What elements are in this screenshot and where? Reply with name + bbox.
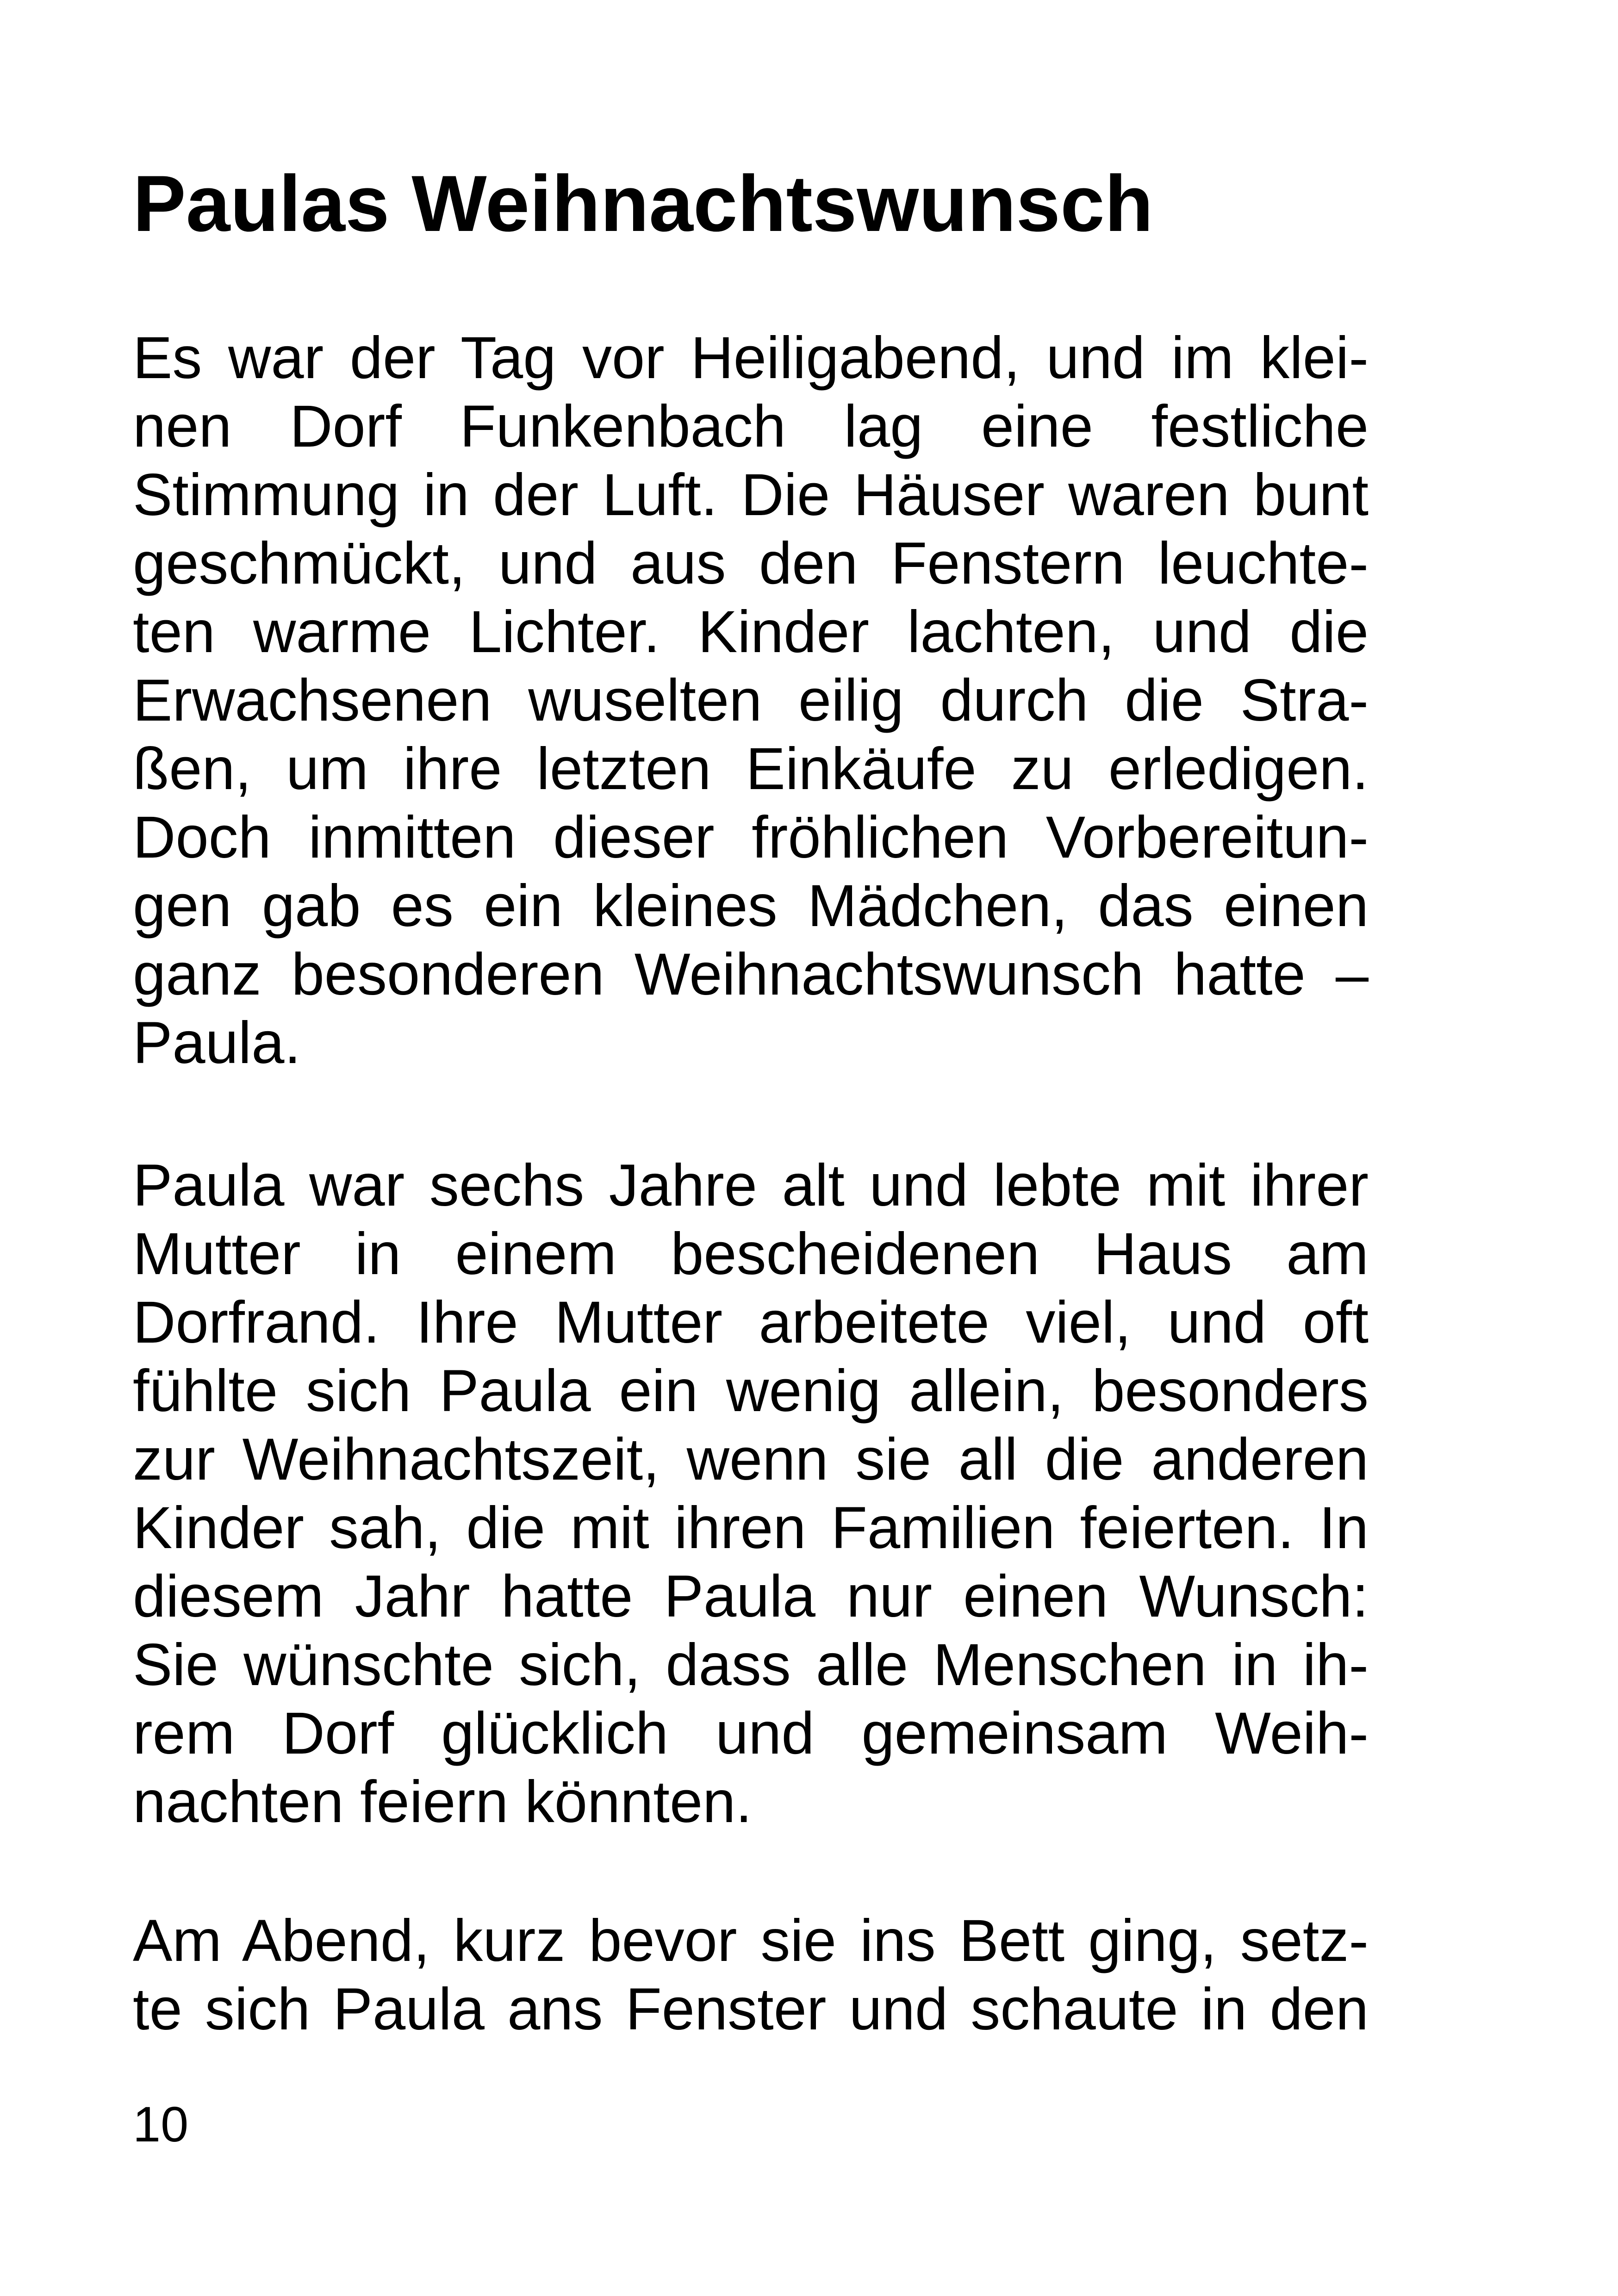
text-line: diesem Jahr hatte Paula nur einen Wunsch:: [133, 1563, 1369, 1630]
text-line: Dorfrand. Ihre Mutter arbeitete viel, und oft: [133, 1289, 1369, 1356]
page-number: 10: [133, 2096, 189, 2152]
paragraph-1: [133, 324, 1369, 1077]
chapter-title: Paulas Weihnachtswunsch: [133, 159, 1153, 248]
text-line: Paula.: [133, 1010, 301, 1076]
text-line: gen gab es ein kleines Mädchen, das einen: [133, 873, 1369, 939]
text-line: rem Dorf glücklich und gemeinsam Weih-: [133, 1700, 1369, 1767]
text-line: ganz besonderen Weihnachtswunsch hatte –: [133, 941, 1369, 1008]
text-line: zur Weihnachtszeit, wenn sie all die anderen: [133, 1426, 1369, 1493]
text-line: nachten feiern könnten.: [133, 1769, 752, 1835]
text-line: Paula war sechs Jahre alt und lebte mit ihrer: [133, 1152, 1369, 1219]
paragraph-3: [133, 1907, 1369, 2044]
text-line: te sich Paula ans Fenster und schaute in den: [133, 1976, 1369, 2042]
text-line: Doch inmitten dieser fröhlichen Vorbereitun-: [133, 804, 1369, 871]
text-line: geschmückt, und aus den Fenstern leuchte-: [133, 530, 1369, 597]
text-line: Am Abend, kurz bevor sie ins Bett ging, setz-: [133, 1908, 1369, 1974]
text-line: ßen, um ihre letzten Einkäufe zu erledigen.: [133, 736, 1369, 802]
text-line: Kinder sah, die mit ihren Familien feierten. In: [133, 1495, 1369, 1561]
text-line: Stimmung in der Luft. Die Häuser waren bunt: [133, 462, 1369, 528]
text-line: fühlte sich Paula ein wenig allein, besonders: [133, 1358, 1369, 1424]
text-line: ten warme Lichter. Kinder lachten, und die: [133, 599, 1369, 665]
paragraph-2: [133, 1151, 1369, 1836]
text-line: Erwachsenen wuselten eilig durch die Stra-: [133, 667, 1369, 734]
text-line: Mutter in einem bescheidenen Haus am: [133, 1221, 1369, 1287]
text-line: Es war der Tag vor Heiligabend, und im klei-: [133, 325, 1369, 391]
text-line: Sie wünschte sich, dass alle Menschen in ih-: [133, 1632, 1369, 1698]
text-line: nen Dorf Funkenbach lag eine festliche: [133, 393, 1369, 460]
